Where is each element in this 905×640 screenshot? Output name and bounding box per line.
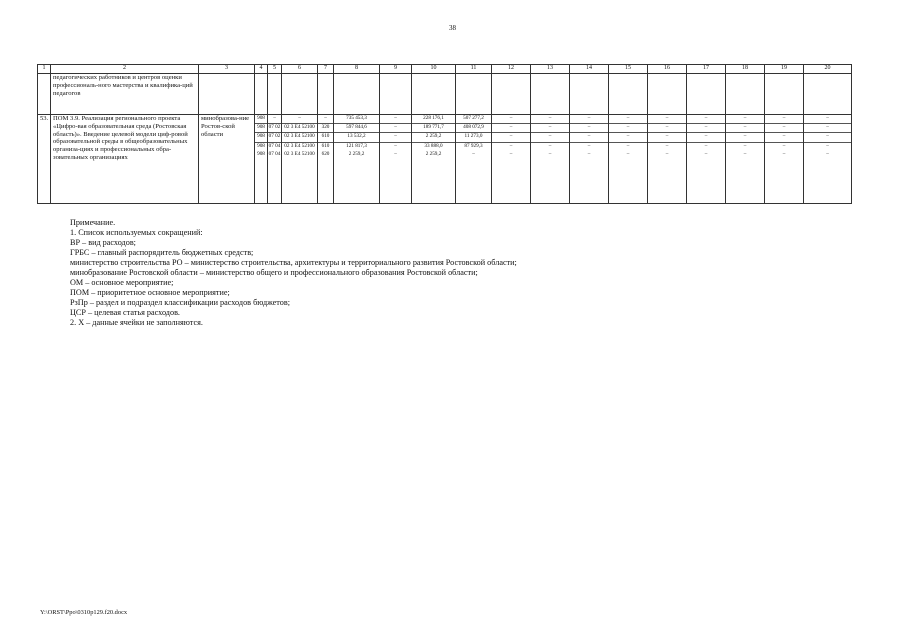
note-line: ПОМ – приоритетное основное мероприятие; (70, 288, 230, 297)
sub-row-value: 908 (257, 115, 265, 121)
dash-value: – (743, 115, 747, 121)
sub-row-value: – (273, 115, 276, 121)
header-row (38, 65, 852, 74)
sub-row-value: 11 273,0 (456, 132, 491, 141)
dash-value: – (826, 115, 829, 121)
dash-value: – (687, 142, 725, 151)
dash-value: – (687, 123, 725, 132)
dash-value: – (648, 142, 686, 151)
dash-value: – (765, 142, 803, 151)
budget-table (37, 64, 852, 204)
sub-row-value: – (472, 150, 475, 157)
sub-row-value: 2 259,2 (412, 132, 455, 141)
dash-value: – (804, 123, 851, 132)
column-header: 17 (687, 65, 726, 74)
vr-cell (318, 115, 334, 204)
dash-value: – (587, 115, 591, 121)
sub-row-value: 2 259,2 (425, 150, 442, 157)
dash-value: – (726, 123, 764, 132)
dash-value: – (609, 142, 647, 151)
note-line: Примечание. (70, 218, 116, 227)
sub-row-value: 228 176,1 (423, 115, 444, 121)
table-row-continuation (38, 74, 852, 115)
column-header: 11 (456, 65, 492, 74)
column-header: 4 (255, 65, 268, 74)
future-year-cell (687, 115, 726, 204)
sub-row-value: – (380, 132, 411, 141)
column-header: 19 (765, 65, 804, 74)
sub-row-value: 02 3 Е4 52100 (282, 132, 317, 141)
dash-value: – (665, 150, 669, 157)
dash-value: – (531, 132, 569, 141)
sub-row-value: 908 (255, 142, 267, 151)
dash-value: – (587, 150, 591, 157)
sub-row-value: 02 3 Е4 52100 (284, 150, 315, 157)
sub-row-value: 07 02 (268, 132, 281, 141)
dash-value: – (570, 132, 608, 141)
dash-value: – (704, 115, 708, 121)
grbs-cell (255, 115, 268, 204)
sub-row-value: 07 02 (268, 123, 281, 132)
sub-row-value: 610 (318, 142, 333, 151)
rzpr-cell (268, 115, 282, 204)
sub-row-value: 610 (318, 132, 333, 141)
future-year-cell (648, 115, 687, 204)
column-header: 3 (199, 65, 255, 74)
column-header: 18 (726, 65, 765, 74)
column-header: 13 (531, 65, 570, 74)
sub-row-value: 597 844,6 (334, 123, 379, 132)
dash-value: – (804, 142, 851, 151)
sub-row-value: 02 3 Е4 52100 (282, 123, 317, 132)
sub-row-value: 908 (257, 150, 265, 157)
dash-value: – (492, 142, 530, 151)
sub-row-value: 507 277,2 (463, 115, 484, 121)
dash-value: – (726, 132, 764, 141)
dash-value: – (648, 123, 686, 132)
sub-row-value: 189 771,7 (412, 123, 455, 132)
page-number: 38 (449, 24, 456, 32)
sub-row-value: 33 888,0 (412, 142, 455, 151)
column-header: 9 (380, 65, 412, 74)
dash-value: – (648, 132, 686, 141)
dash-value: – (804, 132, 851, 141)
file-path-footer: Y:\ORST\Ppo\0310p129.f20.docx (40, 609, 128, 616)
note-line: минобразование Ростовской области – министерство общего и профессионального образования Ростовской области; (70, 268, 478, 277)
dash-value: – (765, 132, 803, 141)
column-header: 1 (38, 65, 51, 74)
column-header: 7 (318, 65, 334, 74)
dash-value: – (743, 150, 747, 157)
sub-row-value: 07 04 (268, 142, 281, 151)
column-header: 2 (51, 65, 199, 74)
dash-value: – (509, 115, 513, 121)
notes-block (70, 218, 517, 328)
y2020-cell (412, 115, 456, 204)
table-row-53 (38, 115, 852, 204)
sub-row-value: 908 (255, 132, 267, 141)
sub-row-value: 908 (255, 123, 267, 132)
note-line: ОМ – основное мероприятие; (70, 278, 174, 287)
sub-row-value: 02 3 Е4 52100 (282, 142, 317, 151)
sub-row-value: – (380, 142, 411, 151)
dash-value: – (548, 150, 552, 157)
column-header: 5 (268, 65, 282, 74)
sub-row-value: – (324, 115, 327, 121)
future-year-cell (726, 115, 765, 204)
sub-row-value: 07 04 (268, 150, 281, 157)
sub-row-value: 620 (321, 150, 330, 157)
sub-row-value: – (394, 115, 397, 121)
dash-value: – (548, 115, 552, 121)
continuation-text: педагогических работников и центров оценки профессиональ-ного мастерства и квалифика-ций педагогов (51, 74, 199, 115)
note-line: 2. Х – данные ячейки не заполняются. (70, 318, 203, 327)
dash-value: – (570, 142, 608, 151)
row-number: 53. (38, 115, 51, 204)
dash-value: – (531, 123, 569, 132)
sub-row-value: 408 072,9 (456, 123, 491, 132)
note-line: министерство строительства РО – министерство строительства, архитектуры и территориального развития Ростовской области; (70, 258, 517, 267)
future-year-cell (492, 115, 531, 204)
dash-value: – (509, 150, 513, 157)
dash-value: – (665, 115, 669, 121)
dash-value: – (782, 150, 786, 157)
note-line: ЦСР – целевая статья расходов. (70, 308, 180, 317)
sub-row-value: – (380, 123, 411, 132)
sub-row-value: 320 (318, 123, 333, 132)
column-header: 8 (334, 65, 380, 74)
executor: минобразова-ние Ростов-ской области (199, 115, 255, 204)
sub-row-value: – (394, 150, 397, 157)
dash-value: – (626, 115, 630, 121)
y2021-cell (456, 115, 492, 204)
dash-value: – (626, 150, 630, 157)
dash-value: – (704, 150, 708, 157)
column-header: 10 (412, 65, 456, 74)
dash-value: – (492, 123, 530, 132)
dash-value: – (609, 132, 647, 141)
note-line: ГРБС – главный распорядитель бюджетных средств; (70, 248, 254, 257)
column-header: 16 (648, 65, 687, 74)
dash-value: – (765, 123, 803, 132)
dash-value: – (570, 123, 608, 132)
dash-value: – (492, 132, 530, 141)
column-header: 20 (804, 65, 852, 74)
dash-value: – (531, 142, 569, 151)
dash-value: – (726, 142, 764, 151)
column-header: 12 (492, 65, 531, 74)
total-cell (334, 115, 380, 204)
sub-row-value: 87 929,3 (456, 142, 491, 151)
future-year-cell (765, 115, 804, 204)
future-year-cell (570, 115, 609, 204)
csr-cell (282, 115, 318, 204)
dash-value: – (782, 115, 786, 121)
future-year-cell (609, 115, 648, 204)
dash-value: – (826, 150, 829, 157)
column-header: 14 (570, 65, 609, 74)
activity-name: ПОМ 3.9. Реализация регионального проекта «Цифро-вая образовательная среда (Ростовская область)». Введение целевой модели циф-ровой образовательной среды в общеобразовательных организа-циях и профессиональных обра-зовательных организациях (51, 115, 199, 204)
note-line: РзПр – раздел и подраздел классификации расходов бюджетов; (70, 298, 291, 307)
dash-value: – (609, 123, 647, 132)
y2019-cell (380, 115, 412, 204)
sub-row-value: 13 532,2 (334, 132, 379, 141)
note-line: ВР – вид расходов; (70, 238, 136, 247)
sub-row-value: 2 259,2 (348, 150, 365, 157)
future-year-cell (531, 115, 570, 204)
future-year-cell (804, 115, 852, 204)
sub-row-value: 735 453,3 (346, 115, 367, 121)
dash-value: – (687, 132, 725, 141)
sub-row-value: – (298, 115, 301, 121)
column-header: 6 (282, 65, 318, 74)
column-header: 15 (609, 65, 648, 74)
note-line: 1. Список используемых сокращений: (70, 228, 203, 237)
sub-row-value: 121 817,3 (334, 142, 379, 151)
